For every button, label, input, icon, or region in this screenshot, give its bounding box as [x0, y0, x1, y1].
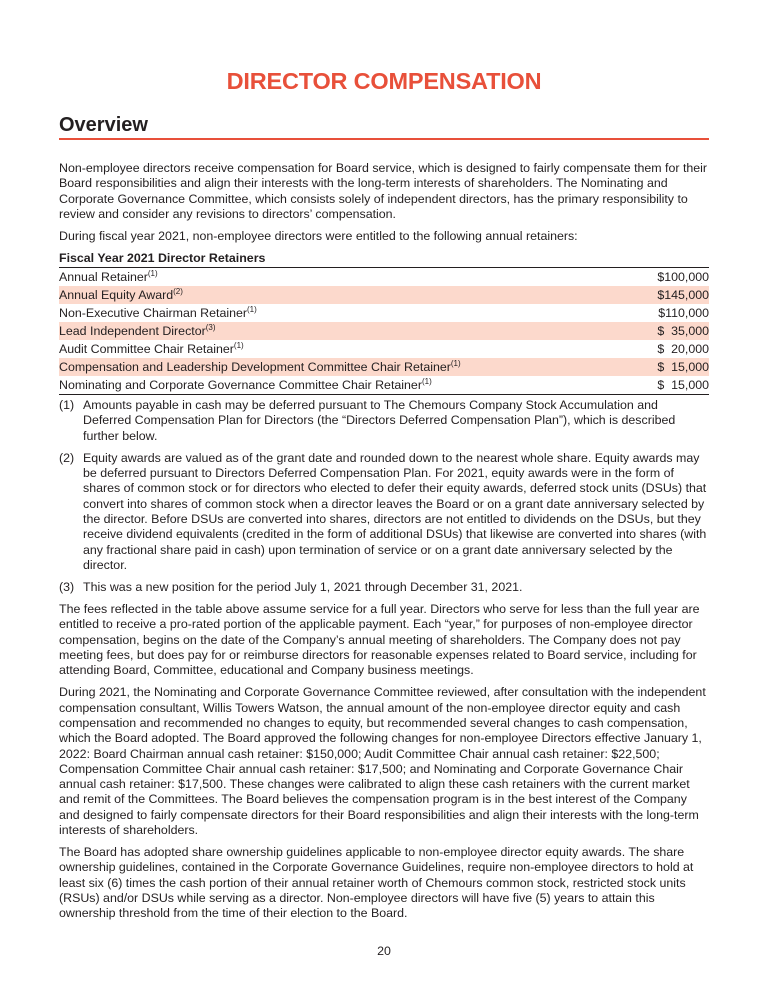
- table-row: [59, 304, 709, 322]
- table-row: [59, 376, 709, 395]
- row-label: Nominating and Corporate Governance Committee Chair Retainer$^{(1)}$: [59, 376, 635, 395]
- footnote-text: Equity awards are valued as of the grant date and rounded down to the nearest whole share. Equity awards may be deferred pursuant to Directors Deferred Compensation Plan. For 2021, equity awards were in the form of shares of common stock or for directors who elected to defer their equity awards, deferred stock units (DSUs) that convert into shares of common stock when a director leaves the Board or on a grant date anniversary selected by the director. Before DSUs are converted into shares, directors are not entitled to dividends on the DSUs, but they receive dividend equivalents (credited in the form of additional DSUs) that likewise are converted into shares (with any fractional share paid in cash) upon termination of service or on a grant date anniversary selected by the director.: [83, 450, 707, 572]
- footnote-2: [59, 451, 709, 573]
- row-amount: $ 15,000: [635, 358, 709, 376]
- row-amount: $ 20,000: [657, 342, 709, 357]
- section-heading-overview: Overview: [59, 114, 709, 140]
- retainers-lead-in: During fiscal year 2021, non-employee directors were entitled to the following annual retainers:: [59, 228, 578, 243]
- table-row: [59, 322, 709, 340]
- row-label: Annual Equity Award$^{(2)}$: [59, 286, 635, 304]
- footnote-marker: (2): [59, 450, 75, 465]
- document-body: [59, 161, 709, 928]
- row-label: Compensation and Leadership Development Committee Chair Retainer$^{(1)}$: [59, 358, 635, 376]
- footnote-text: Amounts payable in cash may be deferred pursuant to The Chemours Company Stock Accumulation and Deferred Compensation Plan for Directors (the “Directors Deferred Compensation Plan”), which is described further below.: [83, 398, 676, 443]
- footnote-1: [59, 398, 709, 444]
- footnote-3: [59, 580, 709, 595]
- fees-paragraph: The fees reflected in the table above assume service for a full year. Directors who serve for less than the full year are entitled to receive a pro-rated portion of the applicable payment. Each “year,” for purposes of non-employee director compensation, begins on the date of the Company’s annual meeting of shareholders. The Company does not pay meeting fees, but does pay for or reimburse directors for reasonable expenses related to Board service, including for attending Board, Committee, educational and Company business meetings.: [59, 602, 700, 678]
- row-amount: $110,000: [658, 306, 709, 321]
- row-label: Lead Independent Director$^{(3)}$: [59, 322, 635, 340]
- ownership-guidelines-paragraph: The Board has adopted share ownership guidelines applicable to non-employee director equity awards. The share ownership guidelines, contained in the Corporate Governance Guidelines, require non-employee directors to hold at least six (6) times the cash portion of their annual retainer worth of Chemours common stock, restricted stock units (RSUs) and/or DSUs while serving as a director. Non-employee directors will have five (5) years to attain this ownership threshold from the time of their election to the Board.: [59, 845, 694, 921]
- row-label: Audit Committee Chair Retainer$^{(1)}$: [59, 341, 244, 357]
- row-amount: $ 35,000: [635, 322, 709, 340]
- table-title: Fiscal Year 2021 Director Retainers: [59, 251, 709, 268]
- table-row: [59, 286, 709, 304]
- footnote-marker: (1): [59, 398, 75, 413]
- table-row: [59, 358, 709, 376]
- footnote-text: This was a new position for the period July 1, 2021 through December 31, 2021.: [83, 579, 523, 594]
- row-label: Annual Retainer$^{(1)}$: [59, 269, 158, 285]
- table-row: [59, 340, 709, 358]
- row-label: Non-Executive Chairman Retainer$^{(1)}$: [59, 305, 257, 321]
- intro-paragraph: Non-employee directors receive compensation for Board service, which is designed to fairly compensate them for their Board responsibilities and align their interests with the long-term interests of shareholders. The Nominating and Corporate Governance Committee, which consists solely of independent directors, has the primary responsibility to review and consider any revisions to directors’ compensation.: [59, 161, 708, 221]
- row-amount: $ 15,000: [635, 376, 709, 395]
- retainers-table: [59, 268, 709, 395]
- document-title: DIRECTOR COMPENSATION: [226, 68, 542, 94]
- row-amount: $100,000: [657, 270, 709, 285]
- table-row: [59, 268, 709, 286]
- review-paragraph: During 2021, the Nominating and Corporate Governance Committee reviewed, after consultation with the independent compensation consultant, Willis Towers Watson, the annual amount of the non-employee director equity and cash compensation and recommended no changes to equity, but recommended several changes to cash compensation, which the Board adopted. The Board approved the following changes for non-employee Directors effective January 1, 2022: Board Chairman annual cash retainer: $150,000; Audit Committee Chair annual cash retainer: $22,500; Compensation Committee Chair annual cash retainer: $17,500; and Nominating and Corporate Governance Chair annual cash retainer: $17,500. These changes were calibrated to align these cash retainers with the current market and remit of the Committees. The Board believes the compensation program is in the best interest of the Company and designed to fairly compensate directors for their Board responsibilities and align their interests with the long-term interests of shareholders.: [59, 685, 706, 837]
- row-amount: $145,000: [635, 286, 709, 304]
- footnote-marker: (3): [59, 579, 75, 594]
- page-number: 20: [377, 944, 391, 958]
